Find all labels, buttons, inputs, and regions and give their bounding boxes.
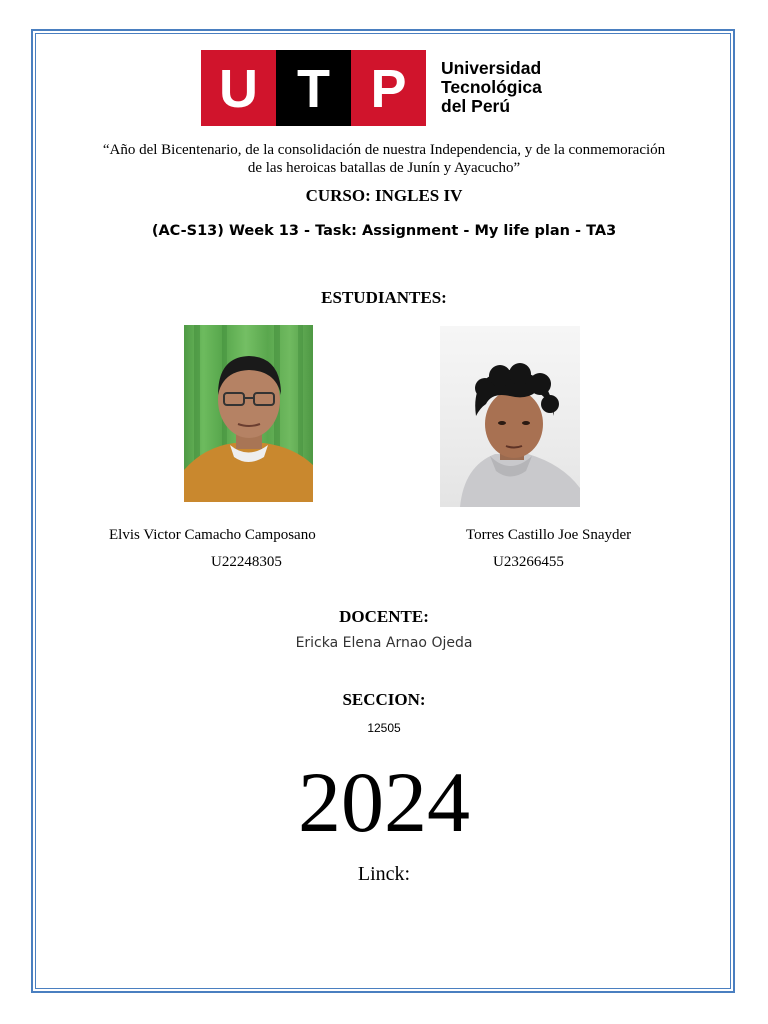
year: 2024 <box>298 754 470 850</box>
logo-letter-p <box>351 50 426 126</box>
link-label: Linck: <box>357 863 411 885</box>
teacher-name: Ericka Elena Arnao Ojeda <box>295 635 473 651</box>
student-code-1: U22248305 <box>211 554 282 570</box>
task-title: (AC-S13) Week 13 - Task: Assignment - My life plan - TA3 <box>151 223 617 239</box>
logo-wordmark <box>441 59 542 116</box>
logo-letter-t <box>276 50 351 126</box>
logo-letter-u-glyph: U <box>219 59 258 119</box>
logo-letter-p-glyph: P <box>370 59 407 119</box>
logo-line-3: del Perú <box>441 96 511 116</box>
student-name-1: Elvis Victor Camacho Camposano <box>109 527 316 543</box>
students-heading: ESTUDIANTES: <box>321 288 447 307</box>
course-title: CURSO: INGLES IV <box>305 186 463 205</box>
teacher-heading: DOCENTE: <box>339 607 429 626</box>
section-value: 12505 <box>367 721 401 735</box>
student-photo-1 <box>184 325 313 502</box>
student-code-2: U23266455 <box>493 554 564 570</box>
student-name-2: Torres Castillo Joe Snayder <box>466 527 632 543</box>
logo-letter-u <box>201 50 276 126</box>
utp-logo <box>201 50 551 126</box>
section-heading: SECCION: <box>342 690 426 709</box>
student-photo-2 <box>440 326 580 507</box>
logo-line-2: Tecnológica <box>441 77 542 97</box>
logo-letter-t-glyph: T <box>297 59 330 119</box>
logo-line-1: Universidad <box>441 58 542 78</box>
national-motto: “Año del Bicentenario, de la consolidación de nuestra Independencia, y de la conmemoración de las heroicas batallas de Junín y Ayacucho” <box>102 142 666 176</box>
